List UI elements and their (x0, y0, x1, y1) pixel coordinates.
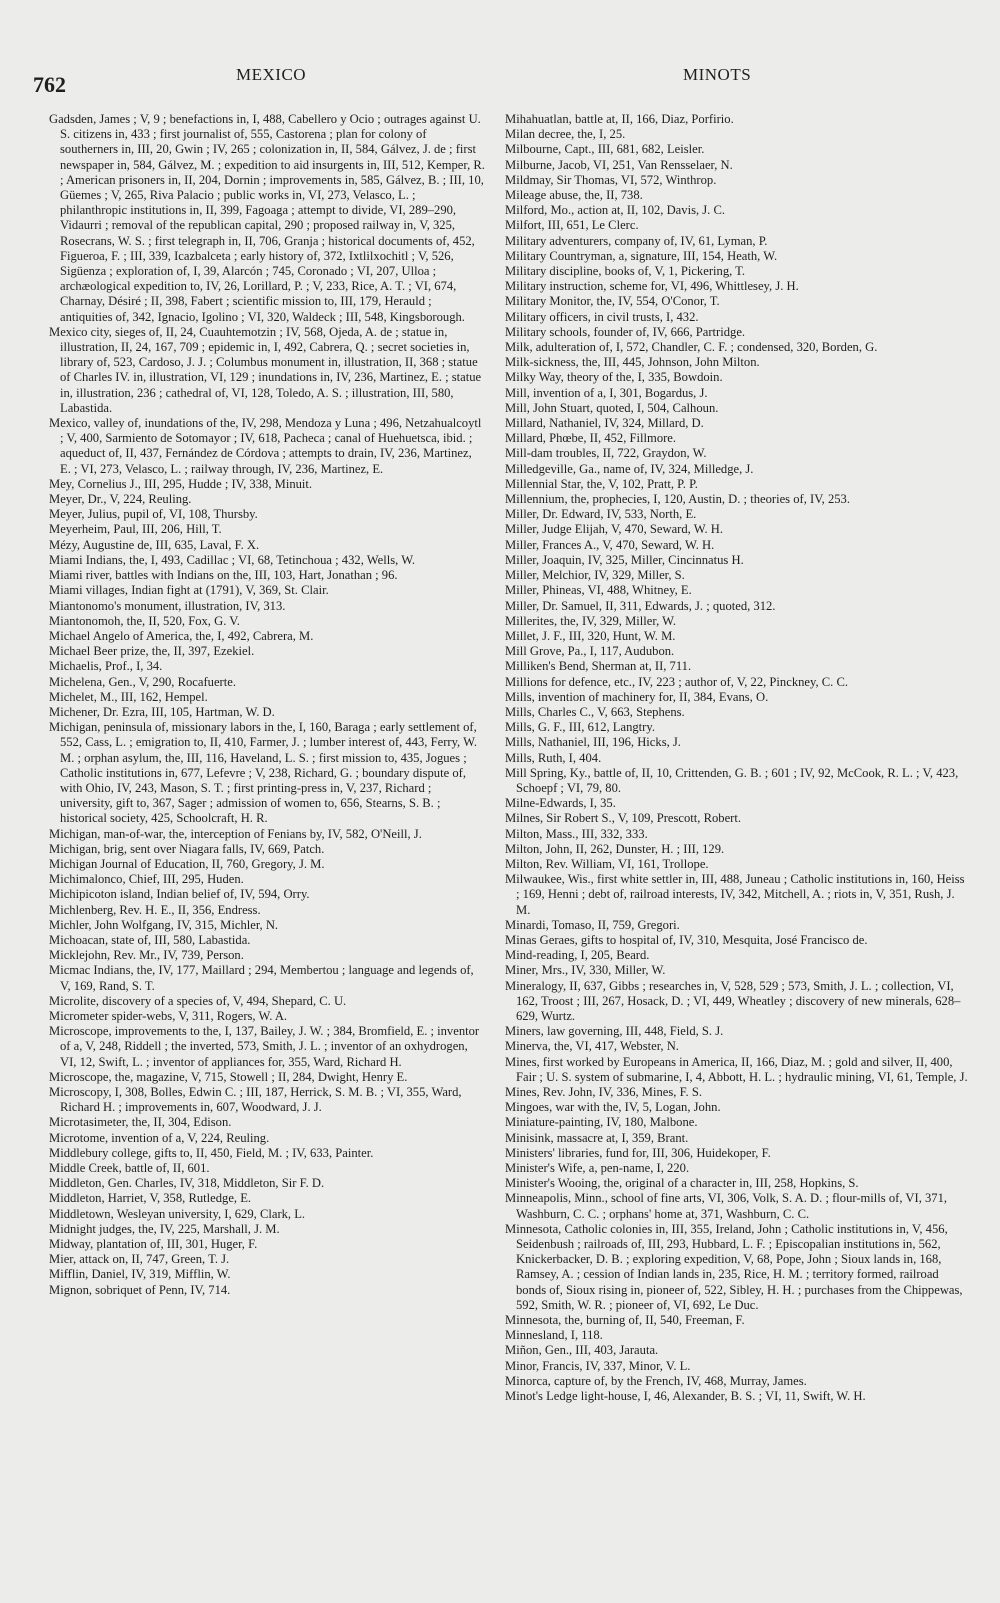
index-entry: Minister's Wife, a, pen-name, I, 220. (505, 1161, 690, 1176)
index-entry: Micrometer spider-webs, V, 311, Rogers, W. A. (49, 1008, 288, 1023)
index-entry: Mingoes, war with the, IV, 5, Logan, John. (505, 1100, 721, 1115)
index-entry: Miller, Frances A., V, 470, Seward, W. H. (505, 537, 715, 552)
index-entry: Military instruction, scheme for, VI, 496, Whittlesey, J. H. (505, 279, 799, 294)
index-entry: Minnesland, I, 118. (505, 1328, 603, 1343)
index-entry: Michoacan, state of, III, 580, Labastida. (49, 932, 251, 947)
index-entry: Miller, Dr. Edward, IV, 533, North, E. (505, 507, 697, 522)
index-entry: Ministers' libraries, fund for, III, 306, Huidekoper, F. (505, 1145, 771, 1160)
index-entry: Miami Indians, the, I, 493, Cadillac ; VI, 68, Tetinchoua ; 432, Wells, W. (49, 552, 416, 567)
index-entry: Minardi, Tomaso, II, 759, Gregori. (505, 917, 680, 932)
index-entry: Miniature-painting, IV, 180, Malbone. (505, 1115, 698, 1130)
index-entry: Mifflin, Daniel, IV, 319, Mifflin, W. (49, 1267, 231, 1282)
index-entry: Mills, Charles C., V, 663, Stephens. (505, 704, 685, 719)
index-entry: Military Countryman, a, signature, III, 154, Heath, W. (505, 248, 778, 263)
index-entry: Michaelis, Prof., I, 34. (49, 659, 163, 674)
index-entry: Military schools, founder of, IV, 666, Partridge. (505, 324, 746, 339)
index-entry: Millard, Phœbe, II, 452, Fillmore. (505, 431, 677, 446)
index-entry: Minot's Ledge light-house, I, 46, Alexander, B. S. ; VI, 11, Swift, W. H. (505, 1389, 866, 1404)
index-entry: Milton, Mass., III, 332, 333. (505, 826, 648, 841)
index-entry: Mileage abuse, the, II, 738. (505, 188, 643, 203)
header-left-keyword: MEXICO (236, 65, 307, 84)
index-entry: Mexico city, sieges of, II, 24, Cuauhtemotzin ; IV, 568, Ojeda, A. de ; statue in, illustration, II, 24, 167, 709 ; epidemic in, I, 492, Cabrera, Q. ; secret societies in, library of, 523, Cardoso, J. J. ; Columbus monument in, illustration, II, 368 ; statue of Charles IV. in, illustration, VI, 129 ; inundations in, IV, 236, Martinez, E. ; statue in, illustration, 236 ; cathedral of, VI, 128, Toledo, A. S. ; illustration, III, 580, Labastida. (49, 324, 482, 415)
index-entry: Military discipline, books of, V, 1, Pickering, T. (505, 264, 746, 279)
index-column-left (49, 112, 485, 1298)
index-entry: Minnesota, the, burning of, II, 540, Freeman, F. (505, 1313, 745, 1328)
index-entry: Michelet, M., III, 162, Hempel. (49, 689, 208, 704)
index-entry: Microlite, discovery of a species of, V, 494, Shepard, C. U. (49, 993, 347, 1008)
index-entry: Miami river, battles with Indians on the, III, 103, Hart, Jonathan ; 96. (49, 568, 398, 583)
index-entry: Michael Beer prize, the, II, 397, Ezekiel. (49, 644, 255, 659)
index-entry: Military Monitor, the, IV, 554, O'Conor, T. (505, 294, 720, 309)
index-entry: Mill Spring, Ky., battle of, II, 10, Crittenden, G. B. ; 601 ; IV, 92, McCook, R. L. ; V, 423, Schoepf ; VI, 79, 80. (505, 765, 959, 795)
index-entry: Milledgeville, Ga., name of, IV, 324, Milledge, J. (505, 461, 754, 476)
index-column-right (505, 112, 970, 1404)
index-entry: Mill, John Stuart, quoted, I, 504, Calhoun. (505, 400, 719, 415)
index-entry: Micmac Indians, the, IV, 177, Maillard ; 294, Membertou ; language and legends of, V, 169, Rand, S. T. (49, 963, 474, 993)
index-entry: Mill, invention of a, I, 301, Bogardus, J. (505, 385, 708, 400)
index-entry: Meyer, Dr., V, 224, Reuling. (49, 492, 192, 507)
index-entry: Michlenberg, Rev. H. E., II, 356, Endress. (49, 902, 261, 917)
index-entry: Mills, invention of machinery for, II, 384, Evans, O. (505, 689, 769, 704)
index-entry: Mézy, Augustine de, III, 635, Laval, F. X. (49, 537, 260, 552)
index-entry: Milliken's Bend, Sherman at, II, 711. (505, 659, 692, 674)
index-entry: Micklejohn, Rev. Mr., IV, 739, Person. (49, 948, 244, 963)
index-entry: Miller, Judge Elijah, V, 470, Seward, W. H. (505, 522, 724, 537)
index-entry: Midway, plantation of, III, 301, Huger, F. (49, 1237, 258, 1252)
index-entry: Microscopy, I, 308, Bolles, Edwin C. ; III, 187, Herrick, S. M. B. ; VI, 355, Ward, Richard H. ; improvements in, 607, Woodward, J. J. (49, 1085, 462, 1115)
index-entry: Milford, Mo., action at, II, 102, Davis, J. C. (505, 203, 726, 218)
index-entry: Millennial Star, the, V, 102, Pratt, P. P. (505, 476, 698, 491)
index-entry: Michigan Journal of Education, II, 760, Gregory, J. M. (49, 856, 325, 871)
index-entry: Milky Way, theory of the, I, 335, Bowdoin. (505, 370, 723, 385)
page-header (0, 62, 1000, 97)
index-entry: Mihahuatlan, battle at, II, 166, Diaz, Porfirio. (505, 112, 734, 126)
index-entry: Millerites, the, IV, 329, Miller, W. (505, 613, 677, 628)
index-entry: Military officers, in civil trusts, I, 432. (505, 309, 699, 324)
index-entry: Minorca, capture of, by the French, IV, 468, Murray, James. (505, 1373, 807, 1388)
index-entry: Minor, Francis, IV, 337, Minor, V. L. (505, 1358, 691, 1373)
index-entry: Milne-Edwards, I, 35. (505, 796, 616, 811)
index-entry: Minnesota, Catholic colonies in, III, 355, Ireland, John ; Catholic institutions in, V, 456, Seidenbush ; railroads of, III, 293, Hubbard, L. F. ; Episcopalian institutions in, 562, Knickerbacker, D. B. ; exploring expedition, V, 68, Pope, John ; Sioux lands in, 168, Ramsey, A. ; cession of Indian lands in, 235, Rice, H. M. ; territory formed, railroad bonds of, Sioux rising in, pioneer of, 522, Sibley, H. H. ; purchases from the Chippewas, 592, Smith, W. R. ; pioneer of, VI, 692, Le Duc. (505, 1221, 963, 1312)
index-entry: Millennium, the, prophecies, I, 120, Austin, D. ; theories of, IV, 253. (505, 492, 851, 507)
index-entry: Mier, attack on, II, 747, Green, T. J. (49, 1252, 230, 1267)
index-entry: Military adventurers, company of, IV, 61, Lyman, P. (505, 233, 768, 248)
index-entry: Meyer, Julius, pupil of, VI, 108, Thursby. (49, 507, 258, 522)
index-entry: Millet, J. F., III, 320, Hunt, W. M. (505, 628, 676, 643)
index-entry: Middle Creek, battle of, II, 601. (49, 1161, 210, 1176)
index-entry: Millard, Nathaniel, IV, 324, Millard, D. (505, 416, 704, 431)
index-entry: Miantonomo's monument, illustration, IV, 313. (49, 598, 286, 613)
index-entry: Milbourne, Capt., III, 681, 682, Leisler. (505, 142, 705, 157)
index-entry: Mineralogy, II, 637, Gibbs ; researches in, V, 528, 529 ; 573, Smith, J. L. ; collection, VI, 162, Troost ; III, 267, Hosack, D. ; VI, 449, Wheatley ; discovery of new minerals, 628–629, Wurtz. (505, 978, 961, 1023)
index-entry: Milwaukee, Wis., first white settler in, III, 488, Juneau ; Catholic institutions in, 160, Heiss ; 169, Henni ; debt of, railroad interests, IV, 342, Mitchell, A. ; riots in, V, 351, Rush, J. M. (505, 872, 965, 917)
index-entry: Miller, Joaquin, IV, 325, Miller, Cincinnatus H. (505, 552, 744, 567)
index-entry: Midnight judges, the, IV, 225, Marshall, J. M. (49, 1221, 280, 1236)
index-entry: Milk, adulteration of, I, 572, Chandler, C. F. ; condensed, 320, Borden, G. (505, 340, 878, 355)
index-entry: Middletown, Wesleyan university, I, 629, Clark, L. (49, 1206, 306, 1221)
page-number: 762 (33, 72, 66, 97)
index-entry: Michael Angelo of America, the, I, 492, Cabrera, M. (49, 628, 314, 643)
index-entry: Millions for defence, etc., IV, 223 ; author of, V, 22, Pinckney, C. C. (505, 674, 849, 689)
index-entry: Microtome, invention of a, V, 224, Reuling. (49, 1130, 270, 1145)
index-entry: Mines, Rev. John, IV, 336, Mines, F. S. (505, 1085, 703, 1099)
index-entry: Microscope, improvements to the, I, 137, Bailey, J. W. ; 384, Bromfield, E. ; inventor of a, V, 248, Riddell ; the inverted, 573, Smith, J. L. ; inventor of an oxhydrogen, VI, 12, Swift, L. ; inventor of appliances for, 355, Ward, Richard H. (49, 1024, 480, 1069)
index-entry: Mill Grove, Pa., I, 117, Audubon. (505, 644, 675, 659)
index-entry: Minerva, the, VI, 417, Webster, N. (505, 1039, 679, 1054)
index-entry: Michipicoton island, Indian belief of, IV, 594, Orry. (49, 887, 310, 902)
index-entry: Microtasimeter, the, II, 304, Edison. (49, 1115, 232, 1130)
index-entry: Michigan, peninsula of, missionary labors in the, I, 160, Baraga ; early settlement of, 552, Cass, L. ; emigration to, II, 410, Farmer, J. ; lumber interest of, 443, Ferry, W. M. ; orphan asylum, the, III, 116, Haveland, L. S. ; first mission to, 435, Jogues ; Catholic institutions in, 677, Lefevre ; V, 238, Richard, G. ; boundary dispute of, with Ohio, IV, 243, Mason, S. T. ; first printing-press in, V, 237, Richard ; university, gift to, 367, Sager ; admission of women to, 656, Stearns, S. B. ; historical society, 425, Schoolcraft, H. R. (49, 720, 478, 826)
index-entry: Milfort, III, 651, Le Clerc. (505, 218, 639, 233)
index-entry: Miner, Mrs., IV, 330, Miller, W. (505, 963, 666, 978)
index-entry: Minneapolis, Minn., school of fine arts, VI, 306, Volk, S. A. D. ; flour-mills of, VI, 371, Washburn, C. C. ; orphans' home at, 371, Washburn, C. C. (505, 1191, 948, 1221)
index-entry: Milton, John, II, 262, Dunster, H. ; III, 129. (505, 841, 725, 856)
index-entry: Mines, first worked by Europeans in America, II, 166, Diaz, M. ; gold and silver, II, 400, Fair ; U. S. system of submarine, I, 4, Abbott, H. L. ; hydraulic mining, VI, 61, Temple, J. (505, 1054, 968, 1084)
index-entry: Milton, Rev. William, VI, 161, Trollope. (505, 856, 709, 871)
index-entry: Miller, Dr. Samuel, II, 311, Edwards, J. ; quoted, 312. (505, 598, 776, 613)
index-entry: Miantonomoh, the, II, 520, Fox, G. V. (49, 613, 240, 628)
index-entry: Miners, law governing, III, 448, Field, S. J. (505, 1024, 724, 1039)
index-entry: Michimalonco, Chief, III, 295, Huden. (49, 872, 244, 887)
index-entry: Miñon, Gen., III, 403, Jarauta. (505, 1343, 659, 1358)
header-right-keyword: MINOTS (683, 65, 752, 84)
index-entry: Michigan, man-of-war, the, interception of Fenians by, IV, 582, O'Neill, J. (49, 826, 422, 841)
index-entry: Mind-reading, I, 205, Beard. (505, 948, 650, 963)
index-entry: Miami villages, Indian fight at (1791), V, 369, St. Clair. (49, 583, 329, 598)
index-entry: Gadsden, James ; V, 9 ; benefactions in, I, 488, Cabellero y Ocio ; outrages against U. S. citizens in, 433 ; first journalist of, 555, Castorena ; plan for colony of southerners in, III, 20, Gwin ; IV, 265 ; colonization in, II, 584, Gálvez, J. de ; first newspaper in, 584, Gálvez, M. ; expedition to aid insurgents in, III, 512, Kemper, R. ; American prisoners in, II, 204, Dornin ; improvements in, 585, Gálvez, B. ; III, 10, Güemes ; V, 265, Riva Palacio ; public works in, VI, 273, Velasco, L. ; philanthropic institutions in, II, 399, Fagoaga ; attempt to divide, VI, 289–290, Vidaurri ; removal of the republican capital, 290 ; proposed railway in, V, 325, Rosecrans, W. S. ; first telegraph in, II, 706, Granja ; historical documents of, 452, Figueroa, F. ; III, 339, Icazbalceta ; early history of, 372, Ixtlilxochitl ; V, 526, Sigüenza ; exploration of, I, 39, Alarcón ; 745, Coronado ; VI, 207, Ulloa ; archæological expedition to, IV, 26, Lorillard, P. ; V, 233, Rice, A. T. ; VI, 674, Charnay, Désiré ; II, 398, Fabert ; scientific mission to, III, 179, Herauld ; antiquities of, 342, Ignacio, Igolino ; VI, 320, Waldeck ; III, 548, Kingsborough. (49, 112, 485, 324)
index-entry: Milk-sickness, the, III, 445, Johnson, John Milton. (505, 355, 760, 370)
index-entry: Mey, Cornelius J., III, 295, Hudde ; IV, 338, Minuit. (49, 476, 313, 491)
index-entry: Miller, Phineas, VI, 488, Whitney, E. (505, 583, 692, 598)
index-entry: Mill-dam troubles, II, 722, Graydon, W. (505, 446, 707, 461)
index-entry: Minas Geraes, gifts to hospital of, IV, 310, Mesquita, José Francisco de. (505, 932, 868, 947)
index-entry: Milnes, Sir Robert S., V, 109, Prescott, Robert. (505, 811, 742, 826)
index-entry: Middlebury college, gifts to, II, 450, Field, M. ; IV, 633, Painter. (49, 1145, 374, 1160)
index-entry: Microscope, the, magazine, V, 715, Stowell ; II, 284, Dwight, Henry E. (49, 1069, 408, 1084)
index-entry: Meyerheim, Paul, III, 206, Hill, T. (49, 522, 222, 537)
index-entry: Mills, Ruth, I, 404. (505, 750, 602, 765)
index-entry: Mills, G. F., III, 612, Langtry. (505, 720, 655, 735)
index-entry: Milan decree, the, I, 25. (505, 127, 626, 142)
index-entry: Michelena, Gen., V, 290, Rocafuerte. (49, 674, 236, 689)
index-entry: Mildmay, Sir Thomas, VI, 572, Winthrop. (505, 172, 717, 187)
index-entry: Middleton, Gen. Charles, IV, 318, Middleton, Sir F. D. (49, 1176, 325, 1191)
index-entry: Mills, Nathaniel, III, 196, Hicks, J. (505, 735, 681, 750)
index-entry: Michler, John Wolfgang, IV, 315, Michler, N. (49, 917, 279, 932)
index-entry: Mignon, sobriquet of Penn, IV, 714. (49, 1282, 231, 1297)
index-entry: Michener, Dr. Ezra, III, 105, Hartman, W. D. (49, 704, 275, 719)
index-entry: Michigan, brig, sent over Niagara falls, IV, 669, Patch. (49, 841, 325, 856)
index-entry: Middleton, Harriet, V, 358, Rutledge, E. (49, 1191, 252, 1206)
index-entry: Mexico, valley of, inundations of the, IV, 298, Mendoza y Luna ; 496, Netzahualcoytl ; V, 400, Sarmiento de Sotomayor ; IV, 618, Pacheca ; canal of Huehuetsca, ibid. ; aqueduct of, II, 437, Fernández de Córdova ; attempts to drain, IV, 236, Martinez, E. ; VI, 273, Velasco, L. ; railway through, IV, 236, Martinez, E. (49, 416, 482, 476)
index-entry: Minisink, massacre at, I, 359, Brant. (505, 1130, 689, 1145)
index-entry: Milburne, Jacob, VI, 251, Van Rensselaer, N. (505, 157, 733, 172)
index-entry: Minister's Wooing, the, original of a character in, III, 258, Hopkins, S. (505, 1176, 859, 1191)
index-entry: Miller, Melchior, IV, 329, Miller, S. (505, 568, 685, 583)
